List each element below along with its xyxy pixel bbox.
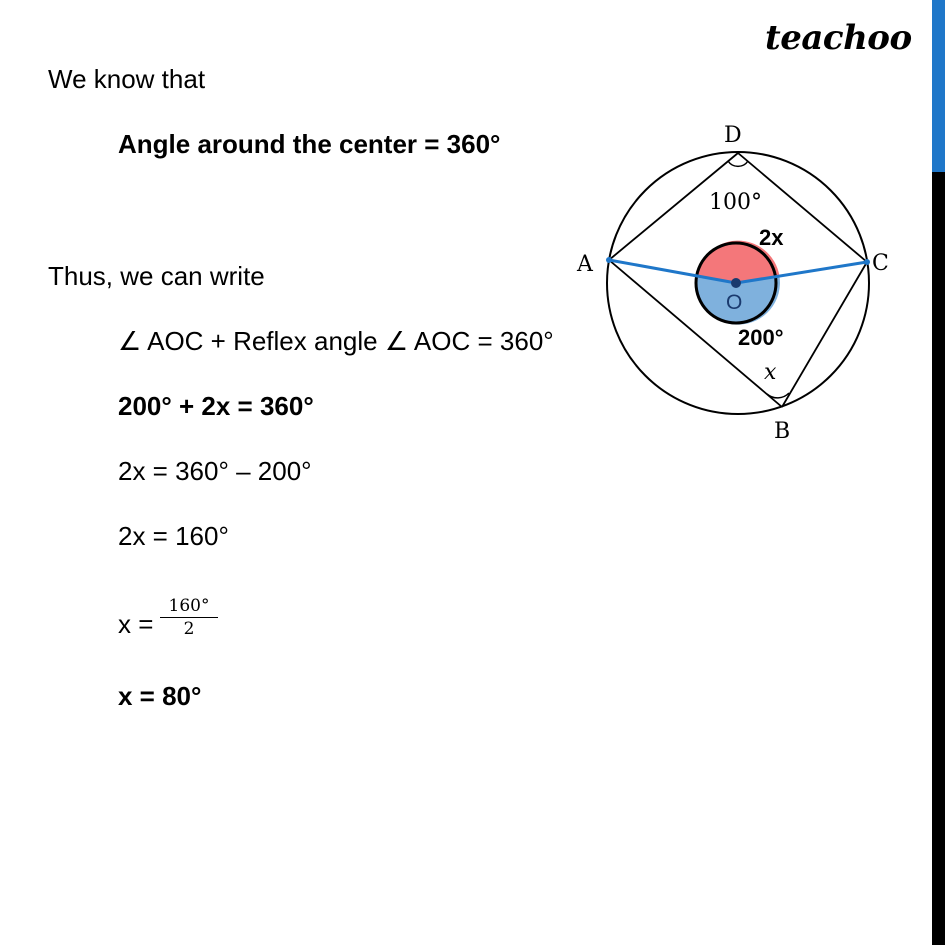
intro-text: We know that [48, 64, 206, 94]
label-a: A [577, 252, 593, 277]
side-cb [782, 262, 867, 407]
teachoo-logo: teachoo [765, 18, 912, 58]
angle-d-label: 100° [709, 190, 762, 215]
thus-text: Thus, we can write [48, 261, 265, 291]
angle-b-label: x [764, 360, 777, 385]
angle-arc-d [728, 161, 748, 166]
label-200: 200° [738, 325, 784, 350]
point-a [606, 257, 612, 263]
fact-text: Angle around the center = 360° [118, 129, 501, 159]
label-c: C [872, 251, 889, 276]
equation-5-prefix: x = [118, 609, 154, 639]
label-o: O [726, 291, 743, 314]
point-o [731, 278, 741, 288]
point-c [864, 259, 870, 265]
equation-4: 2x = 160° [118, 521, 229, 551]
equation-2: 200° + 2x = 360° [118, 391, 314, 421]
equation-1: ∠ AOC + Reflex angle ∠ AOC = 360° [118, 326, 554, 356]
label-d: D [724, 123, 742, 148]
fraction-numerator: 160° [160, 596, 218, 618]
label-b: B [774, 419, 791, 444]
label-2x: 2x [759, 225, 784, 250]
fraction-denominator: 2 [183, 619, 195, 639]
equation-3: 2x = 360° – 200° [118, 456, 312, 486]
answer-text: x = 80° [118, 681, 202, 711]
